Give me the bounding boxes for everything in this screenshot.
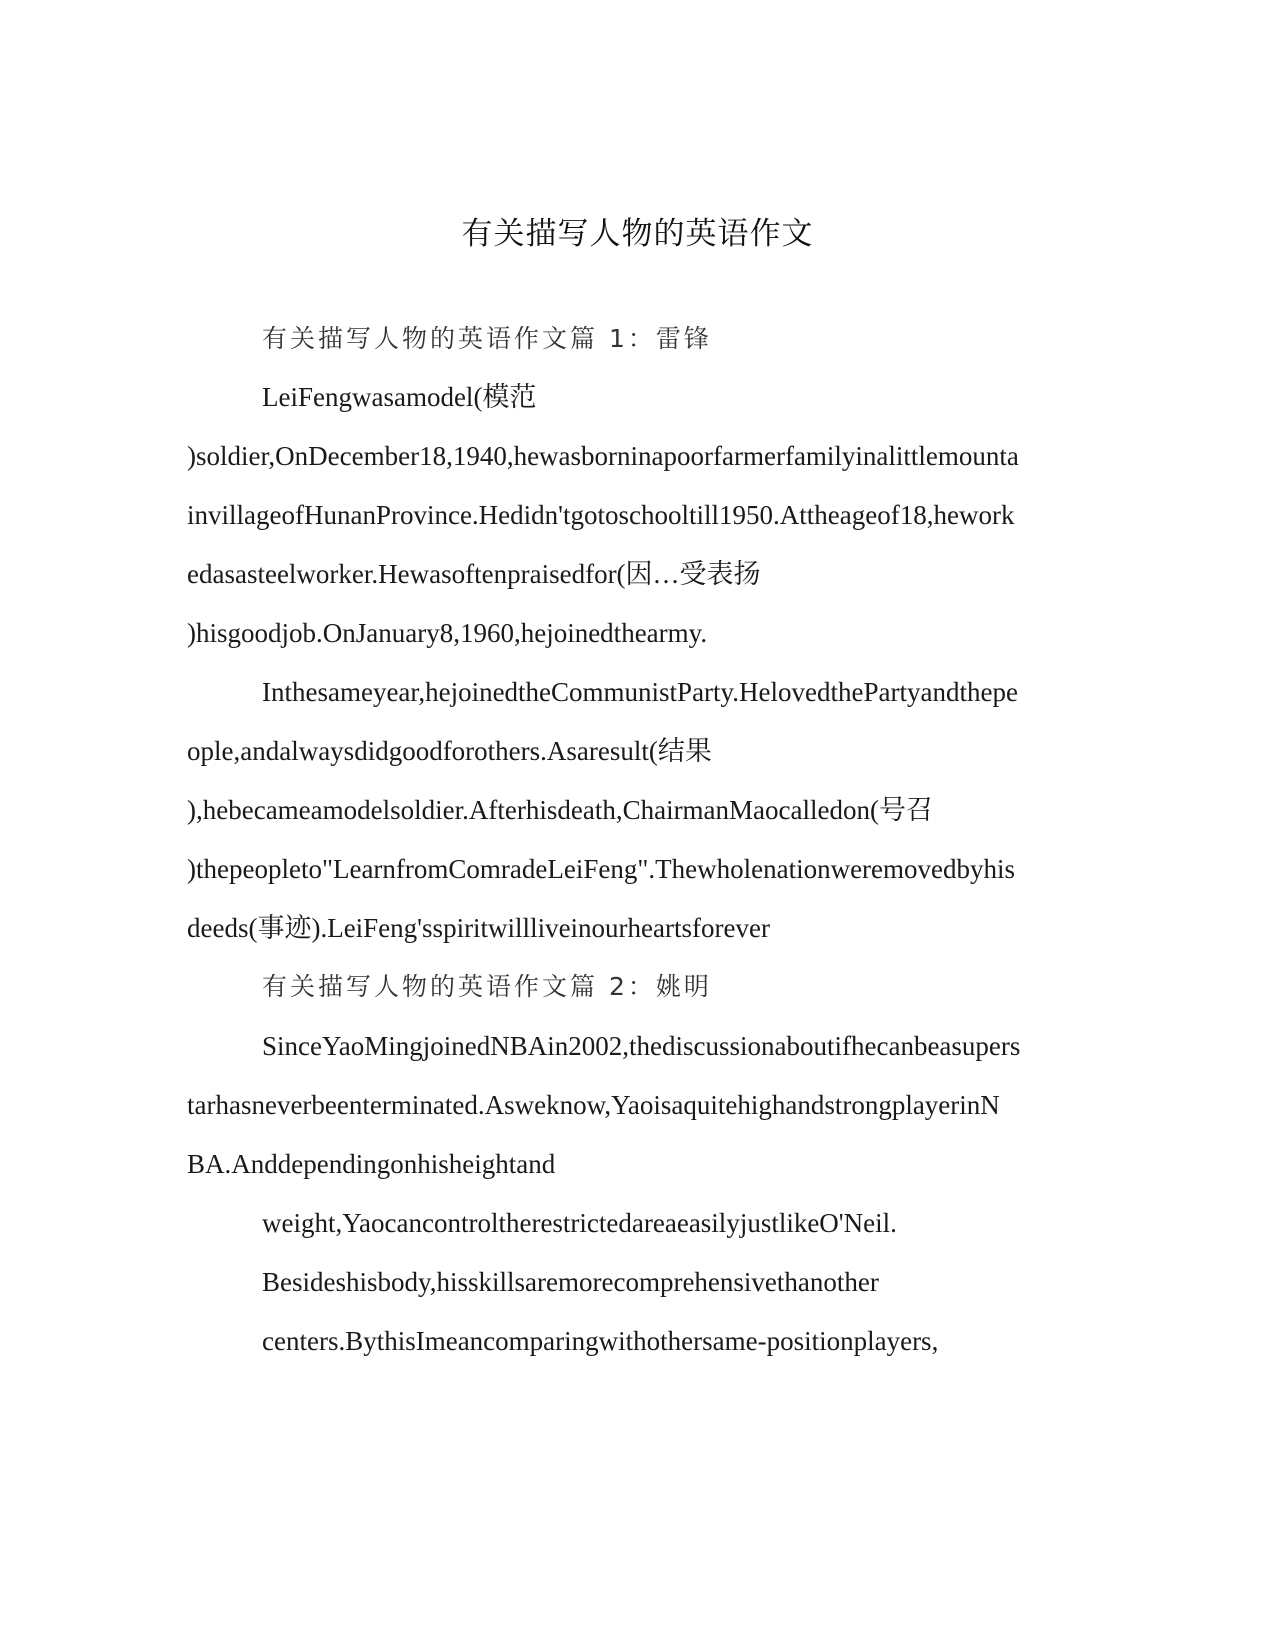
paragraph-line: )soldier,OnDecember18,1940,hewasborninapoorfarmerfamilyinalittlemounta bbox=[187, 441, 1019, 471]
paragraph-line: ),hebecameamodelsoldier.Afterhisdeath,ChairmanMaocalledon(号召 bbox=[187, 795, 933, 825]
paragraph-line: )thepeopleto"LearnfromComradeLeiFeng".Thewholenationweremovedbyhis bbox=[187, 854, 1016, 884]
paragraph-line: invillageofHunanProvince.Hedidn'tgotoschooltill1950.Attheageof18,hework bbox=[187, 500, 1015, 530]
section-heading-1: 有关描写人物的英语作文篇 1：雷锋 bbox=[262, 324, 712, 353]
paragraph-line: weight,YaocancontroltherestrictedareaeasilyjustlikeO'Neil. bbox=[262, 1208, 897, 1238]
paragraph-line: LeiFengwasamodel(模范 bbox=[262, 382, 537, 412]
document-title: 有关描写人物的英语作文 bbox=[461, 216, 814, 252]
paragraph-line: Inthesameyear,hejoinedtheCommunistParty.HelovedthePartyandthepe bbox=[262, 677, 1018, 707]
paragraph-line: edasasteelworker.Hewasoftenpraisedfor(因…受表扬 bbox=[187, 559, 761, 589]
section-heading-2: 有关描写人物的英语作文篇 2：姚明 bbox=[262, 972, 712, 1001]
paragraph-line: BA.Anddependingonhisheightand bbox=[187, 1149, 556, 1179]
paragraph-line: tarhasneverbeenterminated.Asweknow,YaoisaquitehighandstrongplayerinN bbox=[187, 1090, 1000, 1120]
paragraph-line: )hisgoodjob.OnJanuary8,1960,hejoinedthearmy. bbox=[187, 618, 708, 648]
paragraph-line: centers.BythisImeancomparingwithothersame-positionplayers, bbox=[262, 1326, 939, 1356]
paragraph-line: deeds(事迹).LeiFeng'sspiritwillliveinourheartsforever bbox=[187, 913, 770, 943]
paragraph-line: ople,andalwaysdidgoodforothers.Asaresult(结果 bbox=[187, 736, 712, 766]
paragraph-line: Besideshisbody,hisskillsaremorecomprehensivethanother bbox=[262, 1267, 879, 1297]
paragraph-line: SinceYaoMingjoinedNBAin2002,thediscussionaboutifhecanbeasupers bbox=[262, 1031, 1021, 1061]
